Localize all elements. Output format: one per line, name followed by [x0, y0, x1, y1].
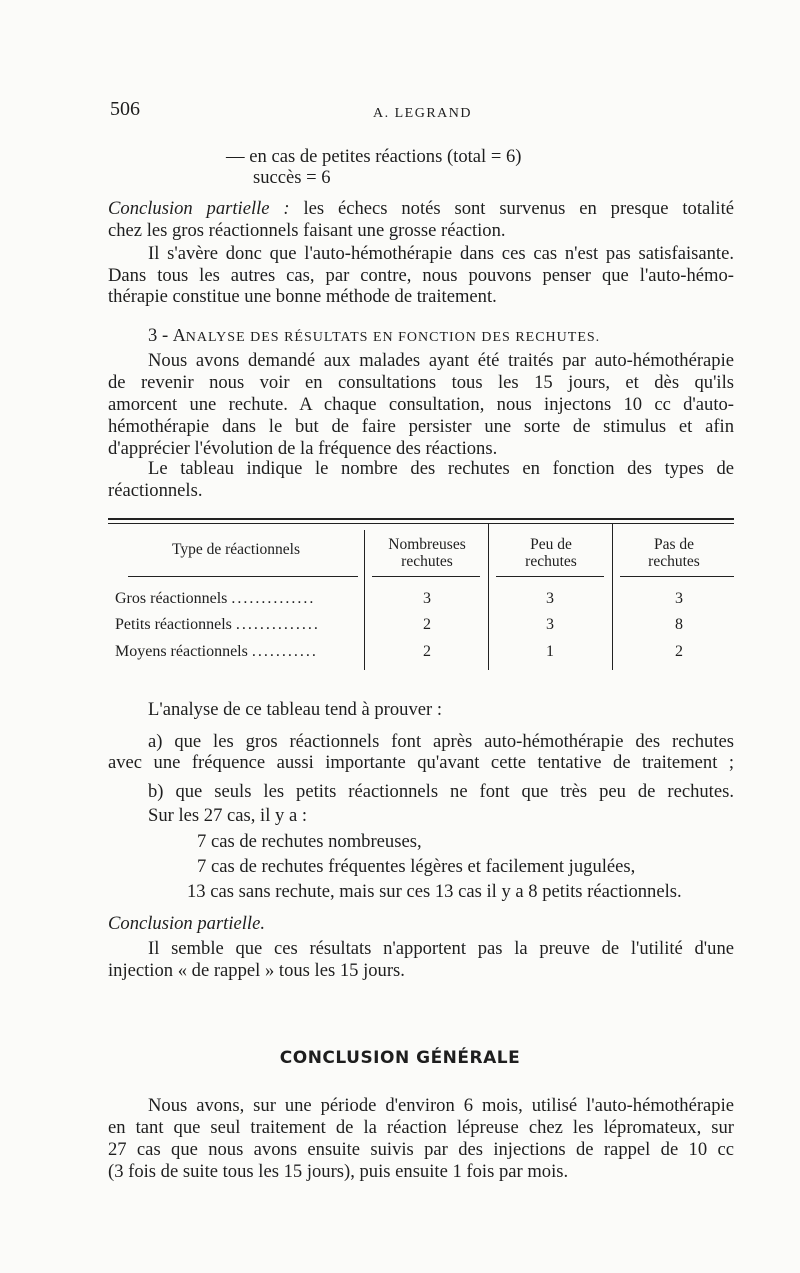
row-moyens-pas: 2 [675, 643, 683, 660]
header-pas: Pas de rechutes [648, 536, 700, 570]
succes-line: succès = 6 [253, 167, 331, 188]
analysis-item-2: 7 cas de rechutes fréquentes légères et facilement jugulées, [197, 856, 636, 877]
section3-p1-line2: de revenir nous voir en consultations tous les 15 jours, et dès qu'ils [108, 372, 734, 393]
analysis-a-line2: avec une fréquence aussi importante qu'avant cette tentative de traitement ; [108, 752, 734, 773]
table-header-rule-1 [128, 576, 358, 577]
section3-p1-line4: hémothérapie dans le but de faire persister une sorte de stimulus et afin [108, 416, 734, 437]
analysis-b-line1: b) que seuls les petits réactionnels ne font que très peu de rechutes. [148, 781, 734, 802]
analysis-item-1: 7 cas de rechutes nombreuses, [197, 831, 422, 852]
header-nombreuses: Nombreuses rechutes [388, 536, 466, 570]
analysis-a-line1: a) que les gros réactionnels font après auto-hémothérapie des rechutes [148, 731, 734, 752]
section3-p1-line1: Nous avons demandé aux malades ayant été traités par auto-hémothérapie [148, 350, 734, 371]
analysis-sur: Sur les 27 cas, il y a : [148, 805, 308, 826]
row-moyens-peu: 1 [546, 643, 554, 660]
conclusion1-line1: Conclusion partielle : les échecs notés sont survenus en presque totalité [108, 198, 734, 219]
table-col-divider-1 [364, 530, 365, 670]
header-peu: Peu de rechutes [525, 536, 577, 570]
conclusion2-line2: injection « de rappel » tous les 15 jours. [108, 960, 405, 981]
table-header-rule-2 [372, 576, 480, 577]
row-moyens-nombreuses: 2 [423, 643, 431, 660]
row-gros-peu: 3 [546, 590, 554, 607]
section3-p2-line2: réactionnels. [108, 480, 203, 501]
row-gros-label: Gros réactionnels .............. [115, 590, 316, 607]
page-number: 506 [110, 98, 140, 120]
row-moyens-label: Moyens réactionnels ........... [115, 643, 318, 660]
table-col-divider-2 [488, 524, 489, 670]
table-col-divider-3 [612, 524, 613, 670]
row-petits-peu: 3 [546, 616, 554, 633]
section3-p1-line3: amorcent une rechute. A chaque consultation, nous injectons 10 cc d'auto- [108, 394, 734, 415]
table-header-rule-3 [496, 576, 604, 577]
analysis-intro: L'analyse de ce tableau tend à prouver : [148, 699, 442, 720]
conclusion1-line4: Dans tous les autres cas, par contre, nous pouvons penser que l'auto-hémo- [108, 265, 734, 286]
row-petits-label: Petits réactionnels .............. [115, 616, 320, 633]
analysis-item-3: 13 cas sans rechute, mais sur ces 13 cas il y a 8 petits réactionnels. [187, 881, 682, 902]
general-line2: en tant que seul traitement de la réaction lépreuse chez les lépromateux, sur [108, 1117, 734, 1138]
table-top-rule-2 [108, 523, 734, 524]
conclusion1-label: Conclusion partielle : [108, 198, 290, 219]
section3-heading: 3 - ANALYSE DES RÉSULTATS EN FONCTION DES RECHUTES. [148, 325, 601, 346]
row-petits-pas: 8 [675, 616, 683, 633]
conclusion1-line5: thérapie constitue une bonne méthode de traitement. [108, 286, 497, 307]
petites-reactions-line: — en cas de petites réactions (total = 6) [226, 146, 522, 167]
row-petits-nombreuses: 2 [423, 616, 431, 633]
table-top-rule [108, 518, 734, 520]
section3-p1-line5: d'apprécier l'évolution de la fréquence des réactions. [108, 438, 498, 459]
conclusion-generale-title: CONCLUSION GÉNÉRALE [279, 1048, 521, 1068]
conclusion2-label: Conclusion partielle. [108, 913, 266, 934]
conclusion1-line2: chez les gros réactionnels faisant une grosse réaction. [108, 220, 506, 241]
general-line4: (3 fois de suite tous les 15 jours), puis ensuite 1 fois par mois. [108, 1161, 569, 1182]
row-gros-pas: 3 [675, 590, 683, 607]
row-gros-nombreuses: 3 [423, 590, 431, 607]
section3-p2-line1: Le tableau indique le nombre des rechutes en fonction des types de [148, 458, 734, 479]
table-header-rule-4 [620, 576, 734, 577]
general-line1: Nous avons, sur une période d'environ 6 mois, utilisé l'auto-hémothérapie [148, 1095, 734, 1116]
conclusion1-line3: Il s'avère donc que l'auto-hémothérapie dans ces cas n'est pas satisfaisante. [148, 243, 734, 264]
general-line3: 27 cas que nous avons ensuite suivis par des injections de rappel de 10 cc [108, 1139, 734, 1160]
header-type: Type de réactionnels [171, 541, 301, 558]
running-title: A. LEGRAND [373, 106, 472, 121]
conclusion2-line1: Il semble que ces résultats n'apportent pas la preuve de l'utilité d'une [148, 938, 734, 959]
